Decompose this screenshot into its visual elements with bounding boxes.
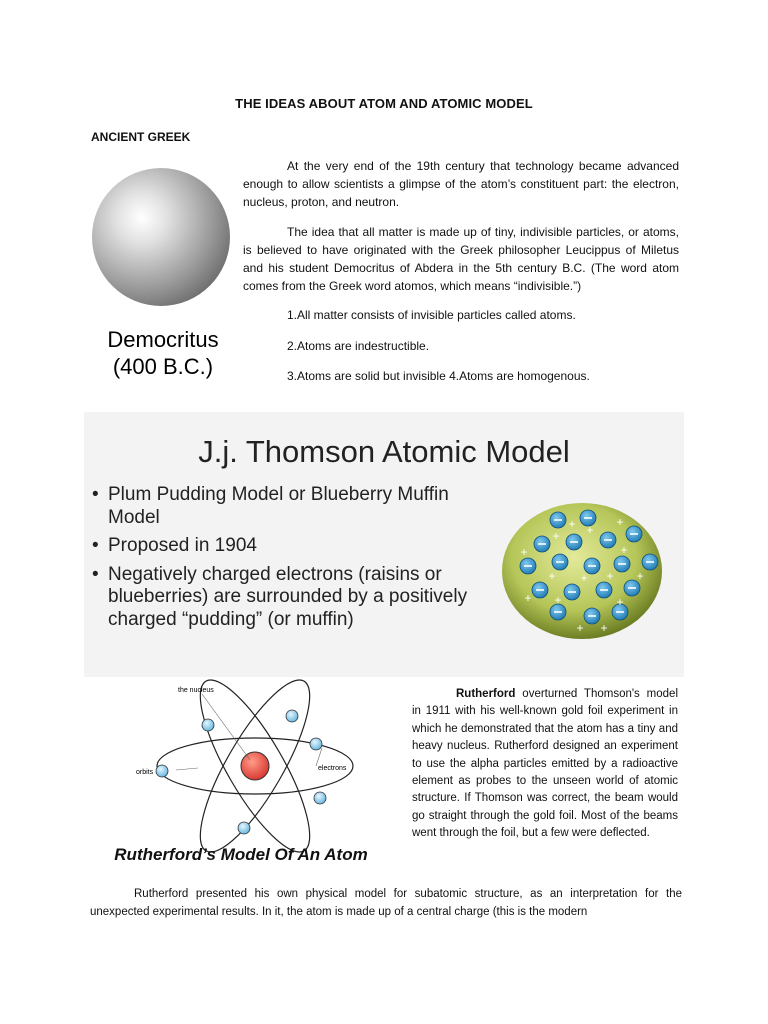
positive-charge-sign: + <box>636 569 644 583</box>
democritus-paragraph: The idea that all matter is made up of tiny, indivisible particles, or atoms, is believed to have originated with the Greek philosopher Leucippus of Miletus and his student Democritus of Abdera in the 5th century B.C. (The word atom comes from the Greek word atomos, which means “indivisible.”) <box>243 225 679 293</box>
rutherford-model-paragraph <box>90 885 682 921</box>
atom-sphere-illustration <box>90 166 232 308</box>
section-heading: ANCIENT GREEK <box>91 130 191 144</box>
democritus-name: Democritus <box>107 327 219 352</box>
rutherford-caption: Rutherford’s Model Of An Atom <box>114 845 368 864</box>
positive-charge-sign: + <box>524 591 532 605</box>
thomson-bullet: • Proposed in 1904 <box>90 535 490 558</box>
positive-charge-sign: + <box>580 571 588 585</box>
rutherford-text: overturned Thomson's model in 1911 with his well-known gold foil experiment in which he demonstrated that the atom has a tiny and heavy nucleus. Rutherford designed an experiment to use the alpha particles emitted by a radioactive element as probes to the unseen world of atomic structure. If Thomson was correct, the beam would go straight through the gold foil. Most of the beams went through the foil, but a few were deflected. <box>412 688 678 840</box>
positive-charge-sign: + <box>520 545 528 559</box>
democritus-point-1: 1.All matter consists of invisible particles called atoms. <box>287 308 576 322</box>
electron-dot <box>310 738 322 750</box>
document-title: THE IDEAS ABOUT ATOM AND ATOMIC MODEL <box>235 96 533 111</box>
positive-charge-sign: + <box>576 621 584 635</box>
positive-charge-sign: + <box>600 621 608 635</box>
positive-charge-sign: + <box>616 595 624 609</box>
nucleus-dot <box>241 752 269 780</box>
intro-paragraph: At the very end of the 19th century that technology became advanced enough to allow scientists a glimpse of the atom’s constituent part: the electron, nucleus, proton, and neutron. <box>243 159 679 209</box>
electron-dot <box>314 792 326 804</box>
rutherford-name: Rutherford <box>456 688 516 700</box>
positive-charge-sign: + <box>548 569 556 583</box>
plum-pudding-illustration <box>500 500 664 640</box>
electron-dot <box>202 719 214 731</box>
positive-charge-sign: + <box>554 593 562 607</box>
democritus-point-2: 2.Atoms are indestructible. <box>287 339 430 353</box>
thomson-bullet: • Negatively charged electrons (raisins or blueberries) are surrounded by a positively charged “pudding” (or muffin) <box>90 564 490 632</box>
positive-charge-sign: + <box>606 569 614 583</box>
electron-dot <box>238 822 250 834</box>
label-electrons: electrons <box>318 765 347 772</box>
positive-charge-sign: + <box>586 523 594 537</box>
thomson-bullet-list <box>90 484 490 637</box>
label-orbits: orbits <box>136 769 154 776</box>
democritus-date: (400 B.C.) <box>112 354 214 379</box>
thomson-title: J.j. Thomson Atomic Model <box>198 434 570 469</box>
rutherford-atom-diagram <box>136 682 370 842</box>
positive-charge-sign: + <box>568 517 576 531</box>
bottom-paragraph-text: Rutherford presented his own physical model for subatomic structure, as an interpretation for the unexpected experimental results. In it, the atom is made up of a central charge (this is the modern <box>90 888 682 918</box>
rutherford-paragraph <box>412 686 678 843</box>
positive-charge-sign: + <box>552 529 560 543</box>
electron-dot <box>286 710 298 722</box>
positive-charge-sign: + <box>620 543 628 557</box>
thomson-bullet: • Plum Pudding Model or Blueberry Muffin Model <box>90 484 490 529</box>
electron-dot <box>156 765 168 777</box>
democritus-point-3: 3.Atoms are solid but invisible 4.Atoms are homogenous. <box>287 369 590 383</box>
democritus-caption <box>84 326 242 380</box>
positive-charge-sign: + <box>616 515 624 529</box>
label-nucleus: the nucleus <box>178 687 214 694</box>
